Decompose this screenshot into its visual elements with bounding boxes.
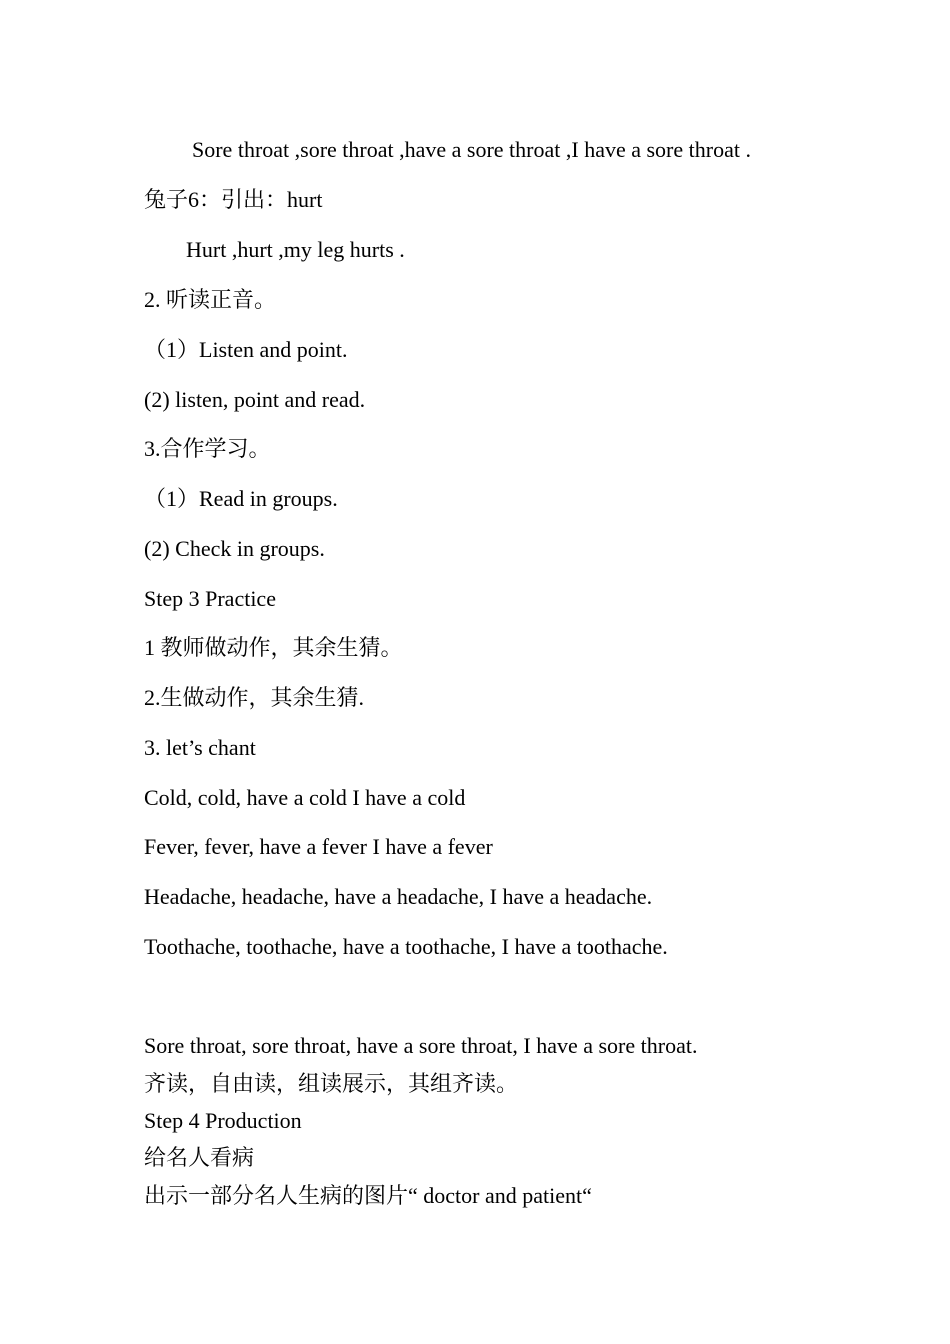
chant-line-sore-throat-2: Sore throat, sore throat, have a sore throat, I have a sore throat. xyxy=(144,1033,698,1058)
chant-line-headache: Headache, headache, have a headache, I have a headache. xyxy=(144,884,653,909)
step-3-cooperative-heading: 3.合作学习。 xyxy=(144,436,271,461)
step-3-practice-heading: Step 3 Practice xyxy=(144,586,276,611)
chant-line-fever: Fever, fever, have a fever I have a fever xyxy=(144,834,493,859)
check-in-groups-item: (2) Check in groups. xyxy=(144,536,325,561)
chant-line-cold: Cold, cold, have a cold I have a cold xyxy=(144,785,466,810)
read-in-groups-item: （1）Read in groups. xyxy=(144,486,338,511)
chant-line-sore-throat-1: Sore throat ,sore throat ,have a sore throat ,I have a sore throat . xyxy=(192,137,751,162)
celebrity-doctor-line: 给名人看病 xyxy=(144,1145,255,1170)
chant-line-toothache: Toothache, toothache, have a toothache, I have a toothache. xyxy=(144,934,668,959)
student-action-item: 2.生做动作，其余生猜. xyxy=(144,685,365,710)
step-4-production-heading: Step 4 Production xyxy=(144,1108,302,1133)
teacher-action-item: 1 教师做动作，其余生猜。 xyxy=(144,635,403,660)
step-2-listen-heading: 2. 听读正音。 xyxy=(144,287,277,312)
listen-point-read-item: (2) listen, point and read. xyxy=(144,387,366,412)
rabbit-6-line: 兔子6：引出：hurt xyxy=(144,187,323,212)
lets-chant-item: 3. let’s chant xyxy=(144,735,256,760)
reading-modes-line: 齐读，自由读，组读展示，其组齐读。 xyxy=(144,1071,519,1096)
listen-and-point-item: （1）Listen and point. xyxy=(144,337,348,362)
celebrity-pictures-line: 出示一部分名人生病的图片“ doctor and patient“ xyxy=(144,1183,592,1208)
hurt-chant-line: Hurt ,hurt ,my leg hurts . xyxy=(186,237,405,262)
